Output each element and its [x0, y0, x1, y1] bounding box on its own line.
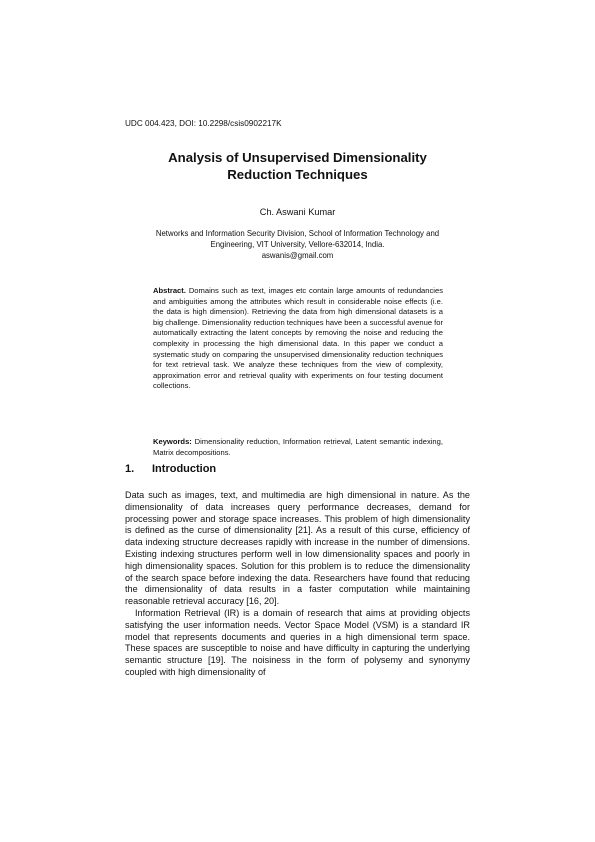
- doi-header: UDC 004.423, DOI: 10.2298/csis0902217K: [125, 119, 282, 128]
- author-name: Ch. Aswani Kumar: [259, 207, 336, 217]
- paper-title-line-2: Reduction Techniques: [227, 167, 368, 182]
- keywords-label: Keywords:: [153, 437, 192, 446]
- keywords-text: Dimensionality reduction, Information retrieval, Latent semantic indexing, Matrix decompositions.: [153, 437, 443, 457]
- author-affiliation: [125, 228, 470, 261]
- paragraph-1: Data such as images, text, and multimedia are high dimensional in nature. As the dimensionality of data increases query performance decreases, demand for processing power and storage space increases. This problem of high dimensionality is defined as the curse of dimensionality [21]. As a result of this curse, efficiency of data indexing structure decreases rapidly with increase in the number of dimensions. Existing indexing structures perform well in low dimensionality spaces and poorly in high dimensionality spaces. Solution for this problem is to reduce the dimensionality of the search space before indexing the data. Researchers have found that reducing the dimensionality of data results in a faster computation while maintaining reasonable retrieval accuracy [16, 20].: [125, 490, 470, 607]
- section-number: 1.: [125, 463, 135, 475]
- section-title: Introduction: [152, 463, 217, 475]
- paragraph-2: Information Retrieval (IR) is a domain of research that aims at providing objects satisfying the user information needs. Vector Space Model (VSM) is a standard IR model that represents documents and queries in a high dimensional term space. These spaces are susceptible to noise and have difficulty in capturing the underlying semantic structure [19]. The noisiness in the form of polysemy and synonymy coupled with high dimensionality of: [125, 607, 470, 677]
- abstract: [153, 286, 443, 392]
- keywords: [153, 437, 443, 458]
- paper-title: [125, 149, 470, 183]
- section-heading-introduction: [125, 463, 216, 475]
- section-body: [125, 490, 470, 679]
- paper-title-line-1: Analysis of Unsupervised Dimensionality: [168, 150, 427, 165]
- affiliation-line-2: Engineering, VIT University, Vellore-632014, India.: [210, 240, 385, 249]
- affiliation-line-1: Networks and Information Security Division, School of Information Technology and: [155, 229, 440, 238]
- abstract-text: Domains such as text, images etc contain large amounts of redundancies and ambiguities among the attributes which result in considerable noise effects (i.e. the data is high dimension). Retrieving the data from high dimensional datasets is a big challenge. Dimensionality reduction techniques have been a successful avenue for automatically extracting the latent concepts by removing the noise and reducing the complexity in processing the high dimensional data. In this paper we conduct a systematic study on comparing the unsupervised dimensionality reduction techniques for text retrieval task. We analyze these techniques from the view of complexity, approximation error and retrieval quality with experiments on four testing document collections.: [153, 286, 444, 391]
- abstract-label: Abstract.: [153, 286, 186, 295]
- author-email: aswanis@gmail.com: [261, 251, 334, 260]
